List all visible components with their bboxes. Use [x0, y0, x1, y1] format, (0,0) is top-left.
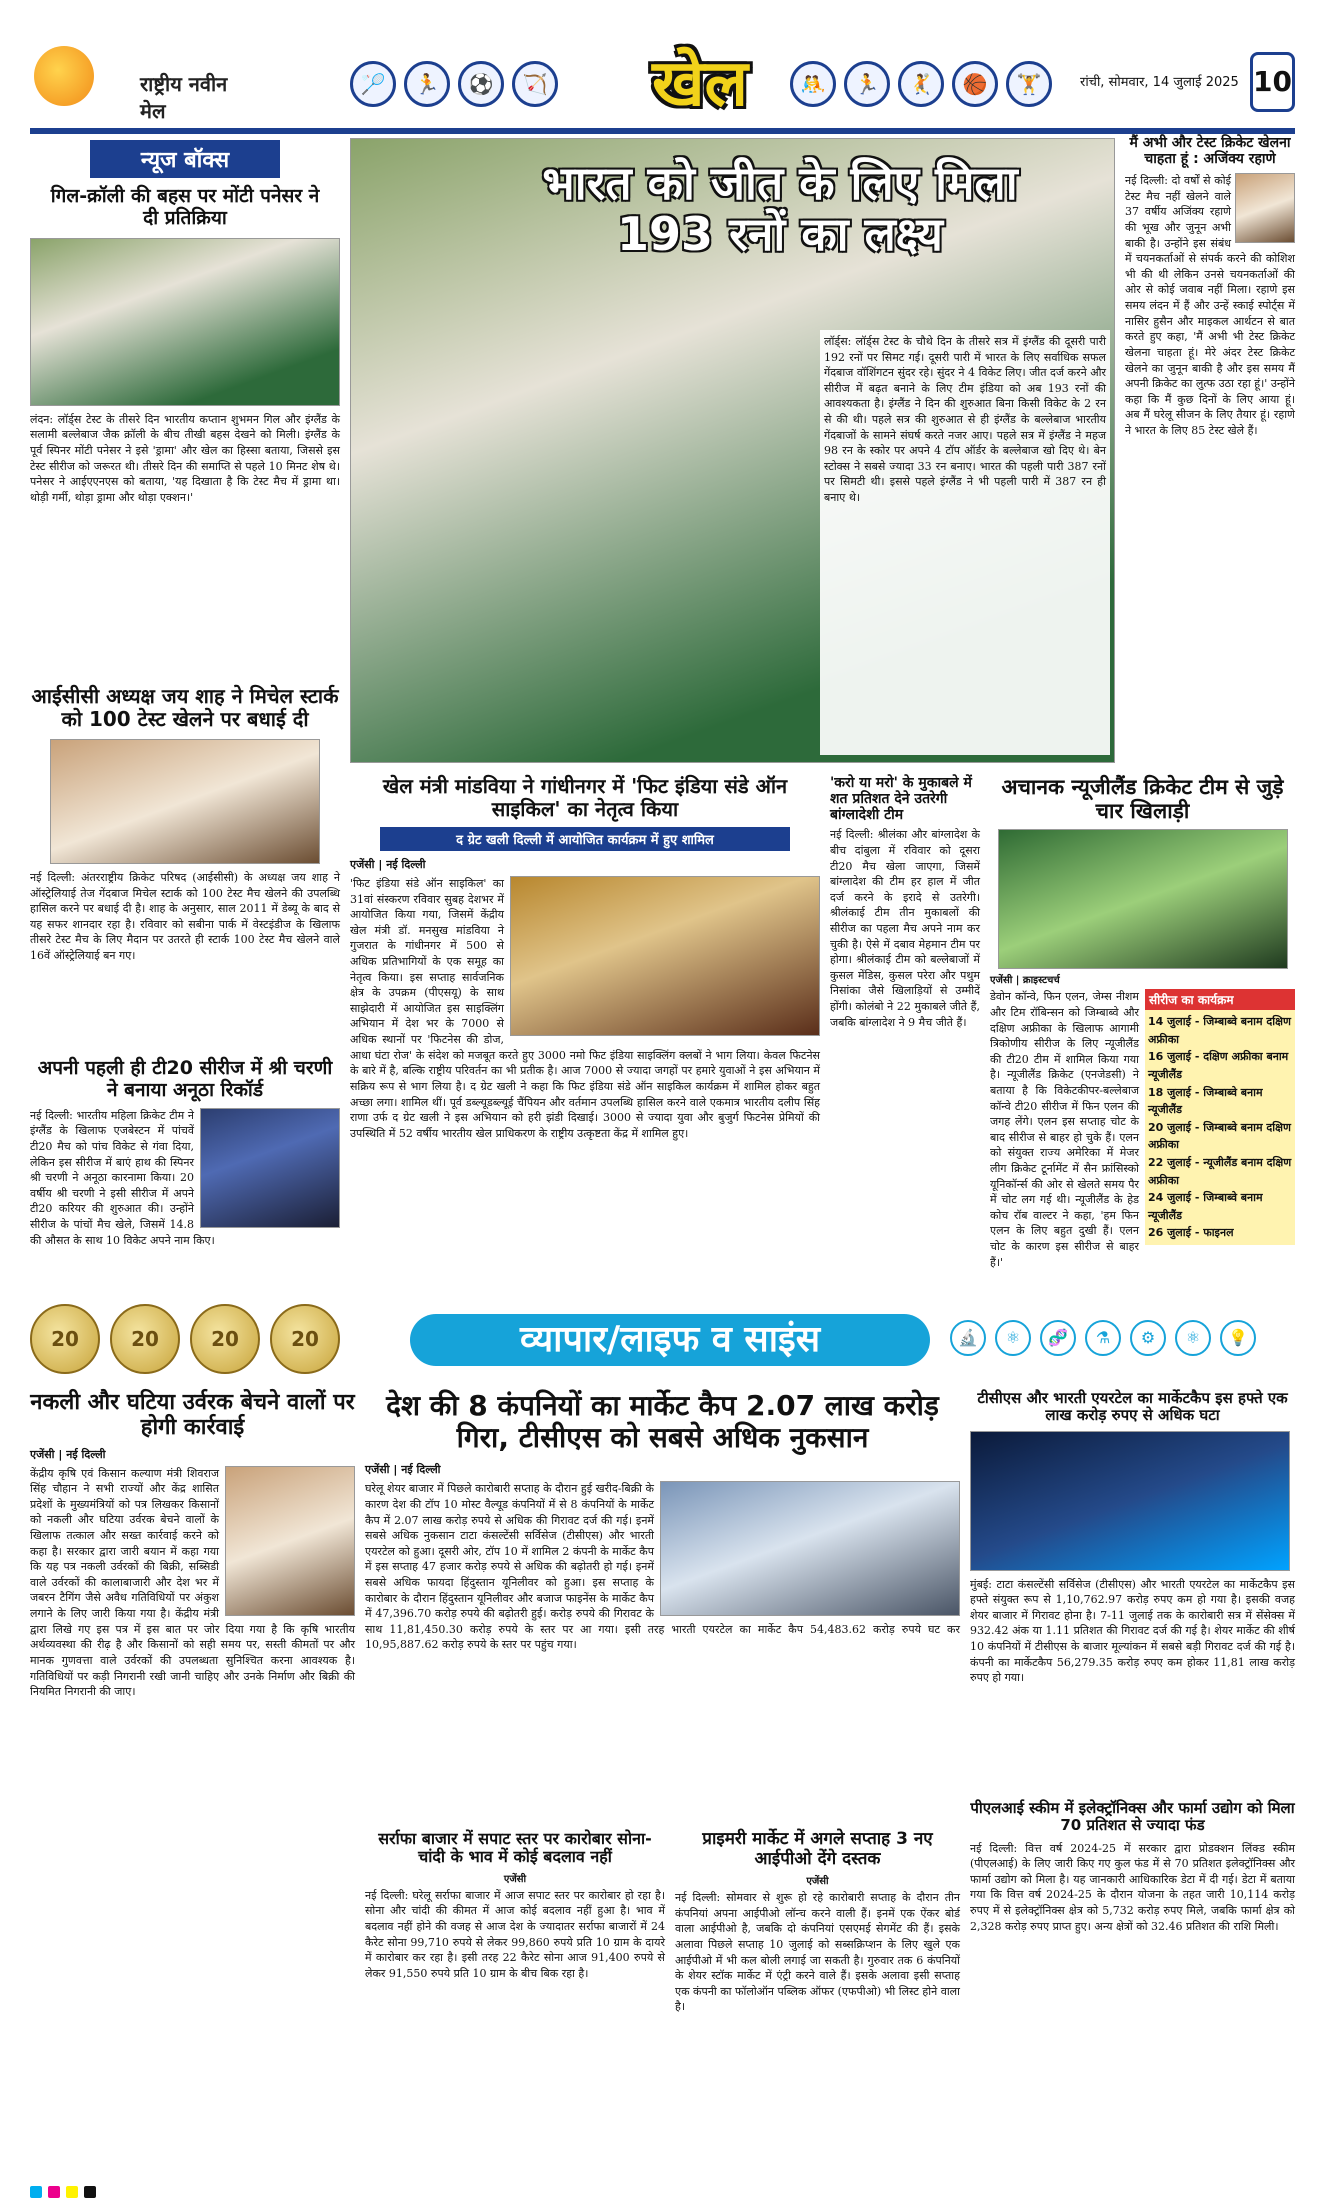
- rahane-headline: मैं अभी और टेस्ट क्रिकेट खेलना चाहता हूं : अजिंक्य रहाणे: [1129, 135, 1291, 168]
- schedule-title: सीरीज का कार्यक्रम: [1145, 989, 1295, 1010]
- football-icon: ⚽: [458, 61, 504, 107]
- schedule-box: [1145, 989, 1295, 1245]
- business-section-title: व्यापार/लाइफ व साइंस: [410, 1314, 930, 1366]
- rahane-body: नई दिल्ली: दो वर्षों से कोई टेस्ट मैच नहीं खेलने वाले 37 वर्षीय अजिंक्य रहाणे की भूख और जुनून अभी बाकी है। उन्होंने इस संबंध में चयनकर्ताओं से संपर्क करने की कोशिश भी की थी लेकिन उनसे चयनकर्ताओं की ओर से कोई जवाब नहीं मिला। रहाणे इस समय लंदन में हैं और उन्हें स्काई स्पोर्ट्स में नासिर हुसैन और माइकल आर्थटन से बात करते हुए कहा, 'मैं अभी भी टेस्ट क्रिकेट खेलना चाहता हूं। मेरे अंदर टेस्ट क्रिकेट खेलने का जुनून बाकी है और इस समय मैं अपनी क्रिकेट का लुत्फ उठा रहा हूं।' उन्होंने कहा कि मैं कुछ दिनों के लिए आया हूं। अब मैं घरेलू सीजन के लिए तैयार हूं। रहाणे ने भारत के लिए 85 टेस्ट खेले हैं।: [1125, 174, 1295, 437]
- shree-charani-article: [30, 1058, 340, 1288]
- masthead: [30, 40, 1295, 130]
- icc-headline: आईसीसी अध्यक्ष जय शाह ने मिचेल स्टार्क को 100 टेस्ट खेलने पर बधाई दी: [31, 684, 339, 731]
- fert-headline: नकली और घटिया उर्वरक बेचने वालों पर होगी कार्रवाई: [30, 1390, 355, 1441]
- business-section-band: [30, 1300, 1295, 1380]
- nz-headline: अचानक न्यूजीलैंड क्रिकेट टीम से जुड़े चार खिलाड़ी: [1001, 775, 1284, 824]
- schedule-item: 20 जुलाई - जिम्बाब्वे बनाम दक्षिण अफ्रीका: [1148, 1120, 1291, 1152]
- dna-icon: 🧬: [1040, 1320, 1076, 1356]
- schedule-item: 22 जुलाई - न्यूजीलैंड बनाम दक्षिण अफ्रीका: [1148, 1156, 1292, 1187]
- shree-body: नई दिल्ली: भारतीय महिला क्रिकेट टीम ने इंग्लैंड के खिलाफ एजबेस्टन में पांचवें टी20 मैच को पांच विकेट से गंवा दिया, लेकिन इस सीरीज में बाएं हाथ की स्पिनर श्री चरणी ने अनूठा कारनामा किया। 20 वर्षीय श्री चरणी ने इसी सीरीज में अपने टी20 करियर की शुरुआत की। उन्होंने सीरीज के पांचों मैच खेले, जिसमें 14.8 की औसत के साथ 10 विकेट अपने नाम किए।: [30, 1108, 215, 1247]
- archery-icon: 🏹: [512, 61, 558, 107]
- rahane-article: [1125, 135, 1295, 765]
- section-title: खेल: [652, 47, 748, 121]
- basketball-icon: 🏀: [952, 61, 998, 107]
- nz-byline: एजेंसी | क्राइस्टचर्च: [990, 975, 1060, 987]
- mandaviya-headline: खेल मंत्री मांडविया ने गांधीनगर में 'फिट इंडिया संडे ऑन साइकिल' का नेतृत्व किया: [382, 774, 788, 821]
- market-body: घरेलू शेयर बाजार में पिछले कारोबारी सप्ताह के दौरान हुई खरीद-बिक्री के कारण देश की टॉप 10 मोस्ट वैल्यूड कंपनियों में से 8 कंपनियों के मार्केट कैप में 2.07 लाख करोड़ रुपये से अधिक की गिरावट दर्ज की गई। इनमें सबसे अधिक नुकसान टाटा कंसल्टेंसी सर्विसेज (टीसीएस) और भारती एयरटेल को हुआ। दूसरी ओर, टॉप 10 में शामिल 2 कंपनी के मार्केट कैप में इस सप्ताह 47 हजार करोड़ रुपये से अधिक की बढ़ोतरी हो गई। इनमें सबसे अधिक फायदा हिंदुस्तान यूनिलीवर को हुआ। इस सप्ताह के कारोबार के दौरान हिंदुस्तान यूनिलीवर और बजाज फाइनेंस के मार्केट कैप में 47,396.70 करोड़ रुपये की बढ़ोतरी हुई। करोड़ रुपये की गिरावट के साथ 11,81,450.30 करोड़ रुपये के स्तर पर आ गया। इसी तरह भारती एयरटेल का मार्केट कैप 54,483.62 करोड़ रुपये घट कर 10,95,887.62 करोड़ रुपये के स्तर पर पहुंच गया।: [365, 1482, 960, 1652]
- gold-byline: एजेंसी: [503, 1873, 527, 1885]
- coin-icon: 20: [30, 1304, 100, 1374]
- sports-icons-left: [350, 46, 570, 122]
- weightlifting-icon: 🏋: [1006, 61, 1052, 107]
- gear-icon: ⚙: [1130, 1320, 1166, 1356]
- tcs-headline: टीसीएस और भारती एयरटेल का मार्केटकैप इस हफ्ते एक लाख करोड़ रुपए से अधिक घटा: [977, 1389, 1288, 1425]
- schedule-item: 26 जुलाई - फाइनल: [1148, 1226, 1234, 1240]
- bulb-icon: 💡: [1220, 1320, 1256, 1356]
- ipo-byline: एजेंसी: [806, 1876, 829, 1888]
- schedule-item: 18 जुलाई - जिम्बाब्वे बनाम न्यूजीलैंड: [1148, 1085, 1263, 1117]
- starc-photo: [50, 739, 320, 864]
- mandaviya-subhead: द ग्रेट खली दिल्ली में आयोजित कार्यक्रम में हुए शामिल: [380, 827, 790, 851]
- icc-body: नई दिल्ली: अंतरराष्ट्रीय क्रिकेट परिषद (आईसीसी) के अध्यक्ष जय शाह ने ऑस्ट्रेलियाई तेज गेंदबाज मिचेल स्टार्क को 100 टेस्ट मैच खेलने की उपलब्धि हासिल करने पर बधाई दी है। शाह के अनुसार, साल 2011 में डेब्यू के बाद से यह सफर शानदार रहा है। रविवार को सबीना पार्क में वेस्टइंडीज के खिलाफ तीसरे टेस्ट मैच के लिए मैदान पर उतरते ही स्टार्क 100 टेस्ट मैच खेलने वाले 16वें ऑस्ट्रेलियाई बन गए।: [30, 871, 340, 963]
- news-box-body: लंदन: लॉर्ड्स टेस्ट के तीसरे दिन भारतीय कप्तान शुभमन गिल और इंग्लैंड के सलामी बल्लेबाज जैक क्रॉली के बीच तीखी बहस देखने को मिली। इंग्लैंड के पूर्व स्पिनर मोंटी पनेसर ने इसे 'ड्रामा' और खेल का हिस्सा बताया, जिससे इस टेस्ट सीरीज को जरूरत थी। तीसरे दिन की समाप्ति से पहले 10 मिनट शेष थे। पनेसर ने आईएएनएस को बताया, 'यह दिखाता है कि टेस्ट मैच में ड्रामा था। थोड़ी गर्मी, थोड़ा ड्रामा और थोड़ा एक्शन।': [30, 412, 340, 504]
- schedule-item: 14 जुलाई - जिम्बाब्वे बनाम दक्षिण अफ्रीका: [1148, 1015, 1291, 1046]
- tcs-body: मुंबई: टाटा कंसल्टेंसी सर्विसेज (टीसीएस) और भारती एयरटेल का मार्केटकैप इस हफ्ते संयुक्त रूप से 1,10,762.97 करोड़ रुपए कम हो गया है। इसकी वजह शेयर बाजार में गिरावट होना है। 7-11 जुलाई तक के कारोबारी सत्र में सेंसेक्स में 932.42 अंक या 1.11 प्रतिशत की गिरावट दर्ज की गई है। शेयर मार्केट की शीर्ष 10 कंपनियों में टीसीएस के बाजार मूल्यांकन में सबसे बड़ी गिरावट दर्ज की गई है। कंपनी का मार्केटकैप 56,279.35 करोड़ रुपए कम होकर 11,81 लाख करोड़ रुपए हो गया।: [970, 1577, 1295, 1685]
- header-rule: [30, 128, 1295, 134]
- market-byline: एजेंसी | नई दिल्ली: [365, 1463, 441, 1477]
- lead-body: लॉर्ड्स: लॉर्ड्स टेस्ट के चौथे दिन के तीसरे सत्र में इंग्लैंड की दूसरी पारी 192 रनों पर सिमट गई। दूसरी पारी में भारत के लिए सर्वाधिक सफल गेंदबाज वॉशिंगटन सुंदर रहे। सुंदर ने 4 विकेट लिए। जीत दर्ज करने और सीरीज में बढ़त बनाने के लिए टीम इंडिया को अब 193 रनों की आवश्यकता है। इंग्लैंड ने दिन की शुरुआत बिना किसी विकेट के 2 रन से की थी। पहले सत्र की शुरुआत से ही इंग्लैंड के बल्लेबाज भारतीय गेंदबाजों के सामने संघर्ष करते नजर आए। पहले सत्र में इंग्लैंड ने महज 98 रन के स्कोर पर अपने 4 टॉप ऑर्डर के बल्लेबाज खो दिए थे। बेन स्टोक्स ने सबसे ज्यादा 33 रन बनाए। भारत की पहली पारी 387 रनों पर सिमटी थी। इससे पहले इंग्लैंड ने भी पहली पारी में 387 रन ही बनाए थे।: [824, 335, 1106, 505]
- pli-headline: पीएलआई स्कीम में इलेक्ट्रॉनिक्स और फार्मा उद्योग को मिला 70 प्रतिशत से ज्यादा फंड: [970, 1799, 1295, 1835]
- news-box-photo: [30, 238, 340, 406]
- color-swatch: [30, 2186, 42, 2198]
- page-number: 10: [1250, 52, 1295, 112]
- nz-body: डेवोन कॉन्वे, फिन एलन, जेम्स नीशम और टिम रॉबिन्सन को जिम्बाब्वे और दक्षिण अफ्रीका के खिलाफ आगामी त्रिकोणीय सीरीज के लिए न्यूजीलैंड की टी20 टीम में शामिल किया गया है। न्यूजीलैंड क्रिकेट (एनजेडसी) ने बताया है कि विकेटकीपर-बल्लेबाज कॉन्वे टी20 सीरीज में फिन एलन की जगह लेंगे। एलन इस सप्ताह चोट के बाद सीरीज से बाहर हो चुके हैं। एलन को संयुक्त राज्य अमेरिका में मेजर लीग क्रिकेट टूर्नामेंट में सैन फ्रांसिस्को यूनिकॉर्न्स की ओर से खेलते समय पैर में चोट लग गई थी। न्यूजीलैंड के हेड कोच रॉब वाल्टर ने कहा, 'हम फिन एलन के लिए बहुत दुखी हैं। एलन चोट के कारण इस सीरीज से बाहर हैं।': [990, 990, 1139, 1269]
- print-color-strip: [30, 2185, 1295, 2199]
- paper-name: राष्ट्रीय नवीन मेल: [140, 72, 228, 123]
- icc-article: [30, 685, 340, 1055]
- javelin-icon: 🤾: [898, 61, 944, 107]
- market-cap-article: [365, 1390, 960, 1820]
- mandaviya-body: 'फिट इंडिया संडे ऑन साइकिल' का 31वां संस्करण रविवार सुबह देशभर में आयोजित किया गया, जिसमें केंद्रीय खेल मंत्री डॉ. मनसुख मांडविया ने गुजरात के गांधीनगर में 500 से अधिक प्रतिभागियों के एक समूह का नेतृत्व किया। इस सप्ताह सार्वजनिक क्षेत्र के उपक्रम (पीएसयू) के साथ साझेदारी में आयोजित इस साइक्लिंग अभियान में देश भर के 7000 से अधिक स्थानों पर 'फिटनेस की डोज, आधा घंटा रोज' के संदेश को मजबूत करते हुए 3000 नमो फिट इंडिया साइक्लिंग क्लबों ने भाग लिया। केवल फिटनेस के बारे में है, बल्कि राष्ट्रीय परिवर्तन का भी प्रतीक है। आज 7000 से ज्यादा जगहों पर हमारे युवाओं ने इस अभियान में सक्रिय रूप से भाग लिया है। द ग्रेट खली ने कहा कि फिट इंडिया संडे ऑन साइकिल कार्यक्रम में शामिल होकर बहुत अच्छा लगा। शामिल थीं। पूर्व डब्ल्यूडब्ल्यूई चैंपियन और वर्तमान उपलब्धि हासिल करने वाले एकमात्र भारतीय दलीप सिंह राणा उर्फ द ग्रेट खली ने इस अभियान को हरी झंडी दिखाई। 3000 से ज्यादा युवा और बुजुर्ग फिटनेस प्रेमियों की उपस्थिति में 52 वर्षीय भारतीय खेल प्राधिकरण के राष्ट्रीय उत्कृष्टता केंद्र में शामिल हुए।: [350, 877, 820, 1140]
- color-swatch: [48, 2186, 60, 2198]
- market-headline: देश की 8 कंपनियों का मार्केट कैप 2.07 लाख करोड़ गिरा, टीसीएस को सबसे अधिक नुकसान: [386, 1389, 939, 1455]
- flask-icon: ⚗: [1085, 1320, 1121, 1356]
- tcs-article: [970, 1390, 1295, 1790]
- microscope-icon: 🔬: [950, 1320, 986, 1356]
- coin-icon: 20: [270, 1304, 340, 1374]
- mandaviya-byline: एजेंसी | नई दिल्ली: [350, 858, 426, 871]
- color-swatch: [84, 2186, 96, 2198]
- fert-body: केंद्रीय कृषि एवं किसान कल्याण मंत्री शिवराज सिंह चौहान ने सभी राज्यों और केंद्र शासित प्रदेशों के मुख्यमंत्रियों को पत्र लिखकर किसानों को नकली और घटिया उर्वरक बेचने वालों के खिलाफ तत्काल और सख्त कार्रवाई करने को कहा है। सरकार द्वारा जारी बयान में कहा गया कि यह पत्र नकली उर्वरकों की बिक्री, सब्सिडी वाले उर्वरकों की कालाबाजारी और देश भर में जबरन टैगिंग जैसे अवैध गतिविधियों पर अंकुश लगाने के लिए जारी किया गया है। केंद्रीय मंत्री द्वारा लिखे गए इस पत्र में इस बात पर जोर दिया गया है कि कृषि भारतीय अर्थव्यवस्था की रीढ़ है और किसानों को सही समय पर, सस्ती कीमतों पर और मानक गुणवत्ता वाले उर्वरकों की उपलब्धता सुनिश्चित करना आवश्यक है। गतिविधियों पर कड़ी निगरानी रखी जानी चाहिए और उनके निर्माण और बिक्री की नियमित निगरानी की जाए।: [30, 1466, 355, 1699]
- bangla-headline: 'करो या मरो' के मुकाबले में शत प्रतिशत देने उतरेगी बांग्लादेशी टीम: [830, 775, 972, 824]
- fertilizer-article: [30, 1390, 355, 2180]
- schedule-item: 24 जुलाई - जिम्बाब्वे बनाम न्यूजीलैंड: [1148, 1191, 1263, 1222]
- issue-date: रांची, सोमवार, 14 जुलाई 2025: [1080, 75, 1239, 90]
- ipo-article: [675, 1830, 960, 2180]
- hurdle-icon: 🏃: [844, 61, 890, 107]
- paper-logo: [30, 44, 245, 126]
- schedule-item: 16 जुलाई - दक्षिण अफ्रीका बनाम न्यूजीलैंड: [1148, 1050, 1289, 1082]
- news-box-headline: गिल-क्रॉली की बहस पर मोंटी पनेसर ने दी प्रतिक्रिया: [50, 185, 320, 229]
- news-box-article: [30, 140, 340, 675]
- sports-icons-right: [790, 46, 1060, 122]
- gold-article: [365, 1830, 665, 2180]
- schedule-list: [1145, 1010, 1295, 1245]
- sun-logo-icon: [34, 46, 94, 106]
- ipo-body: नई दिल्ली: सोमवार से शुरू हो रहे कारोबारी सप्ताह के दौरान तीन कंपनियां अपना आईपीओ लॉन्च करने वाली हैं। इनमें एक ऐंकर बोर्ड वाला आईपीओ है, जबकि दो कंपनियां एसएमई सेगमेंट की हैं। इसके अलावा पिछले सप्ताह 10 जुलाई को सब्सक्रिप्शन के लिए खुले एक आईपीओ में भी कल बोली लगाई जा सकती है। गुरुवार तक 6 कंपनियों के शेयर स्टॉक मार्केट में एंट्री करने वाले हैं। इसके अलावा इसी सप्ताह एक कंपनी का फॉलोऑन पब्लिक ऑफर (एफपीओ) भी लिस्ट होने वाला है।: [675, 1891, 960, 2014]
- badminton-icon: 🏸: [350, 61, 396, 107]
- gold-headline: सर्राफा बाजार में सपाट स्तर पर कारोबार सोना-चांदी के भाव में कोई बदलाव नहीं: [378, 1829, 652, 1867]
- bangla-body: नई दिल्ली: श्रीलंका और बांग्लादेश के बीच दांबुला में रविवार को दूसरा टी20 मैच खेला जाएगा, जिसमें बांग्लादेश की टीम हर हाल में जीत दर्ज करने के इरादे से उतरेगी। श्रीलंकाई टीम तीन मुकाबलों की सीरीज का पहला मैच अपने नाम कर चुकी है। ऐसे में दबाव मेहमान टीम पर होगा। श्रीलंकाई टीम को बल्लेबाजों में कुसल मेंडिस, कुसल परेरा और पथुम निसांका जैसे खिलाड़ियों से उम्मीदें होंगी। कोलंबो ने 22 मुकाबले जीते हैं, जबकि बांग्लादेश ने 9 मैच जीते हैं।: [830, 828, 980, 1029]
- shree-photo: [200, 1108, 340, 1228]
- atom-icon: ⚛: [995, 1320, 1031, 1356]
- ipo-headline: प्राइमरी मार्केट में अगले सप्ताह 3 नए आईपीओ देंगे दस्तक: [702, 1829, 933, 1869]
- lead-article: [820, 330, 1110, 755]
- color-swatch: [66, 2186, 78, 2198]
- shree-headline: अपनी पहली ही टी20 सीरीज में श्री चरणी ने बनाया अनूठा रिकॉर्ड: [37, 1057, 333, 1101]
- minister-photo: [225, 1466, 355, 1616]
- atom-icon: ⚛: [1175, 1320, 1211, 1356]
- lead-headline: भारत को जीत के लिए मिला 193 रनों का लक्ष्य: [542, 156, 1018, 261]
- pli-body: नई दिल्ली: वित्त वर्ष 2024-25 में सरकार द्वारा प्रोडक्शन लिंक्ड स्कीम (पीएलआई) के लिए जारी किए गए कुल फंड में से 70 प्रतिशत इलेक्ट्रॉनिक्स और फार्मा उद्योग को मिला है। यह जानकारी आधिकारिक डेटा में दी गई। डेटा में बताया गया कि वित्त वर्ष 2024-25 के दौरान योजना के तहत जारी 10,114 करोड़ रुपए में से इलेक्ट्रॉनिक्स क्षेत्र को 5,732 करोड़ रुपए मिले, जबकि फार्मा क्षेत्र को 2,328 करोड़ रुपए प्राप्त हुए। अन्य क्षेत्रों को 32.46 प्रतिशत की राशि मिली।: [970, 1841, 1295, 1933]
- pli-article: [970, 1800, 1295, 2180]
- news-box-label: न्यूज बॉक्स: [90, 140, 280, 178]
- stock-chart-photo: [970, 1431, 1290, 1571]
- runner-icon: 🏃: [404, 61, 450, 107]
- fert-byline: एजेंसी | नई दिल्ली: [30, 1447, 106, 1461]
- coin-icon: 20: [190, 1304, 260, 1374]
- mandaviya-article: [350, 775, 820, 1290]
- nz-article: [990, 775, 1295, 1290]
- kabaddi-icon: 🤼: [790, 61, 836, 107]
- mandaviya-photo: [510, 876, 820, 1036]
- nz-photo: [998, 829, 1288, 969]
- tcs-office-photo: [660, 1481, 960, 1616]
- bangladesh-article: [830, 775, 980, 1290]
- gold-body: नई दिल्ली: घरेलू सर्राफा बाजार में आज सपाट स्तर पर कारोबार हो रहा है। सोना और चांदी की कीमत में आज कोई बदलाव नहीं हुआ है। भाव में बदलाव नहीं होने की वजह से आज देश के ज्यादातर सर्राफा बाजारों में 24 कैरेट सोना 99,710 रुपये से लेकर 99,860 रुपये प्रति 10 ग्राम के दायरे में कारोबार कर रहा है। इसी तरह 22 कैरेट सोना आज 91,400 रुपये से लेकर 91,550 रुपये प्रति 10 ग्राम के बीच बिक रहा है।: [365, 1888, 665, 1980]
- coin-icon: 20: [110, 1304, 180, 1374]
- rahane-photo: [1235, 173, 1295, 243]
